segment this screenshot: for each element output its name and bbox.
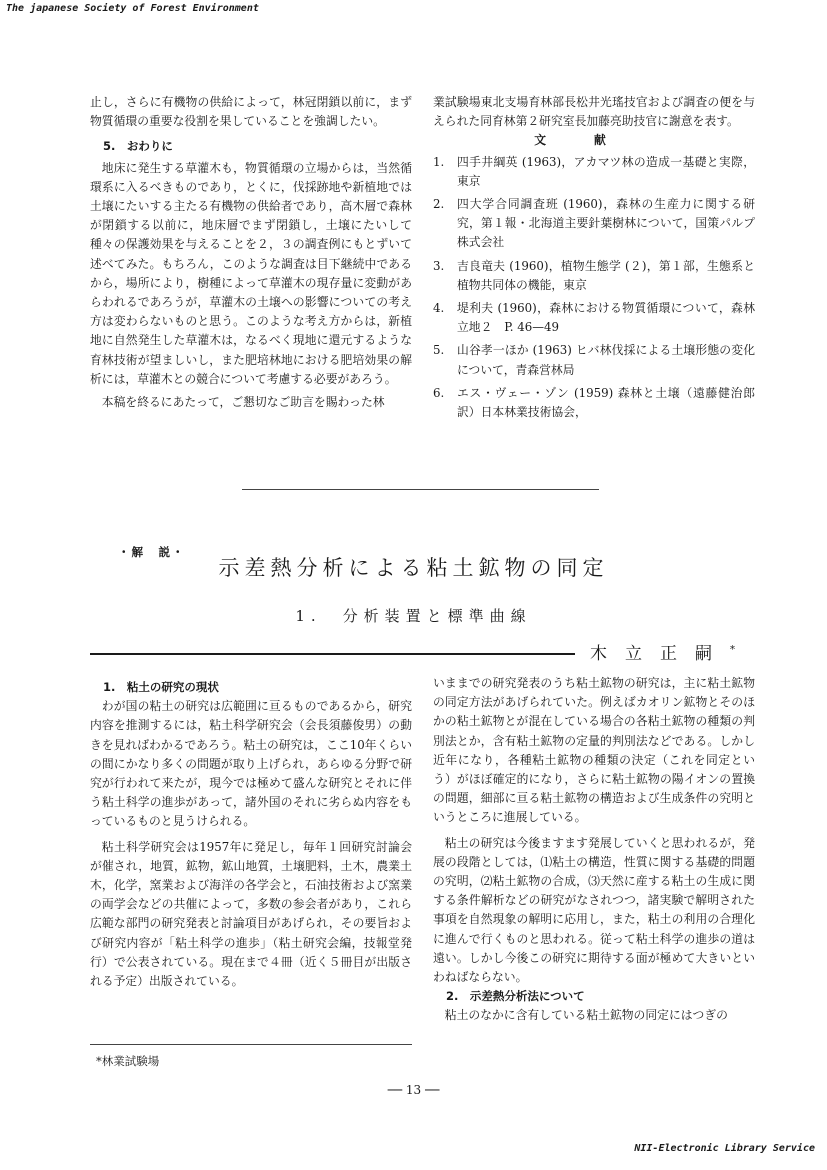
title-rule <box>90 653 575 655</box>
reference-list <box>433 153 755 423</box>
paragraph: わが国の粘土の研究は広範囲に亘るものであるから，研究内容を推測するには，粘土科学研究会（会長須藤俊男）の動きを見ればわかるであろう。粘土の研究は，ここ10年くらいの間にかなり多くの問題が取り上げられ，あらゆる分野で研究が行われて来たが，現今では極めて盛んな研究とそれに伴う粘土科学の進歩があって，諸外国のそれに劣らぬ内容をもっているものと見うけられる。 <box>90 699 412 829</box>
reference-number: 1. <box>433 154 445 169</box>
footnote: *林業試験場 <box>96 1054 160 1068</box>
reference-number: 5. <box>433 343 445 358</box>
paragraph: 本稿を終るにあたって，ご懇切なご助言を賜わった林 <box>101 395 385 410</box>
reference-text: エス・ヴェー・ゾン (1959) 森林と土壌（遠藤健治郎訳）日本林業技術協会， <box>457 385 755 420</box>
paragraph: 粘土の研究は今後ますます発展していくと思われるが，発展の段階としては，⑴粘土の構造，性質に関する基礎的問題の究明，⑵粘土鉱物の合成，⑶天然に産する粘土の生成に関する条件解析などの研究がなされつつ，諸実験で解明された事項を自然現象の解明に応用し，また，粘土の利用の合理化に進んで行くものと思われる。従って粘土科学の進歩の道は遠い。しかし今後この研究に期待する面が極めて大きいといわねばならない。 <box>433 835 755 985</box>
paragraph: 止し，さらに有機物の供給によって，林冠閉鎖以前に，まず物質循環の重要な役割を果していることを強調したい。 <box>90 95 412 129</box>
reference-item <box>433 153 755 191</box>
section-heading: 2. 示差熱分析法について <box>446 989 585 1004</box>
article-column-1 <box>90 678 412 991</box>
reference-text: 堤利夫 (1960)，森林における物質循環について，森林立地２ P. 46—49 <box>457 301 755 335</box>
paragraph: 業試験場東北支場育林部長松井光瑤技官および調査の便を与えられた同育林第２研究室長加藤亮助技官に謝意を表す。 <box>433 95 755 129</box>
paragraph: 粘土のなかに含有している粘土鉱物の同定にはつぎの <box>444 1008 728 1023</box>
reference-text: 四手井綱英 (1963)，アカマツ林の造成一基礎と実際，東京 <box>457 154 755 188</box>
article-category-label: ・解 説・ <box>118 545 186 559</box>
author-text: 木立正嗣 <box>590 644 730 664</box>
paragraph: 地床に発生する草灌木も，物質循環の立場からは，当然循環系に入るべきものであり，とくに，伐採跡地や新植地では土壌にたいする主たる有機物の供給者であり，高木層で森林が閉鎖する以前に，地床層でまず閉鎖し，土壌にたいして種々の保護効果を与えることを２，３の調査例にもとずいて述べてみた。もちろん，このような調査は目下継続中であるから，場所により，樹種によって草灌木の現存量に変動があらわれるであろうが，草灌木の土壌への影響についての考え方は変わらないものと思う。このような考え方からは，新植地に自然発生した草灌木は，なるべく現地に還元するような育林技術が望ましいし，また肥培林地における肥培効果の解析には，草灌木との競合について考慮する必要があろう。 <box>90 160 412 386</box>
article-separator <box>242 489 599 490</box>
section-heading: 5. おわりに <box>103 139 173 154</box>
reference-item <box>433 341 755 379</box>
reference-number: 2. <box>433 197 445 212</box>
reference-number: 3. <box>433 258 445 273</box>
prev-article-column-1 <box>90 93 412 412</box>
reference-text: 四大学合同調査班 (1960)，森林の生産力に関する研究，第１報・北海道主要針葉樹林について，国策パルプ株式会社 <box>457 197 755 250</box>
author-footnote-mark: * <box>730 644 735 656</box>
reference-item <box>433 195 755 253</box>
footnote-rule <box>90 1044 412 1045</box>
reference-text: 吉良竜夫 (1960)，植物生態学 (２)，第１部，生態系と植物共同体の機能，東京 <box>457 258 755 292</box>
article-subtitle: 1. 分析装置と標準曲線 <box>295 607 532 625</box>
service-name: NII-Electronic Library Service <box>634 1143 815 1154</box>
prev-article-column-2 <box>433 93 755 422</box>
section-heading: 1. 粘土の研究の現状 <box>103 680 219 694</box>
journal-name: The japanese Society of Forest Environment <box>6 3 259 14</box>
reference-number: 6. <box>433 385 445 400</box>
reference-item <box>433 299 755 337</box>
article-column-2 <box>433 674 755 1026</box>
paragraph: いままでの研究発表のうち粘土鉱物の研究は，主に粘土鉱物の同定方法があげられていた。例えばカオリン鉱物とそのほかの粘土鉱物とが混在している場合の各粘土鉱物の種類の判別法とか，含有粘土鉱物の定量的判別法などである。しかし近年になり，各種粘土鉱物の種類の決定（これを同定という）がほぼ確定的になり，さらに粘土鉱物の陽イオンの置換の問題，細部に亘る粘土鉱物の構造および生成条件の究明というところに進展している。 <box>433 676 755 825</box>
reference-text: 山谷孝一ほか (1963) ヒバ林伐採による土壌形態の変化について，青森営林局 <box>457 343 755 377</box>
reference-item <box>433 257 755 295</box>
paragraph: 粘土科学研究会は1957年に発足し，毎年１回研究討論会が催され，地質，鉱物，鉱山地質，土壌肥料，土木，農業土木，化学，窯業および海洋の各学会と，石油技術および窯業の両学会などの共催によって，多数の参会者があり，これら広範な部門の研究発表と討論項目があげられ，その要旨および研究内容が「粘土科学の進歩」（粘土研究会編，技報堂発行）で公表されている。現在まで４冊（近く５冊目が出版される予定）出版されている。 <box>90 839 412 989</box>
article-title: 示差熱分析による粘土鉱物の同定 <box>218 556 609 580</box>
reference-item <box>433 384 755 422</box>
page-number: ── 13 ── <box>387 1083 440 1097</box>
reference-number: 4. <box>433 301 445 316</box>
author-name <box>590 639 735 664</box>
references-heading: 文献 <box>534 133 654 148</box>
